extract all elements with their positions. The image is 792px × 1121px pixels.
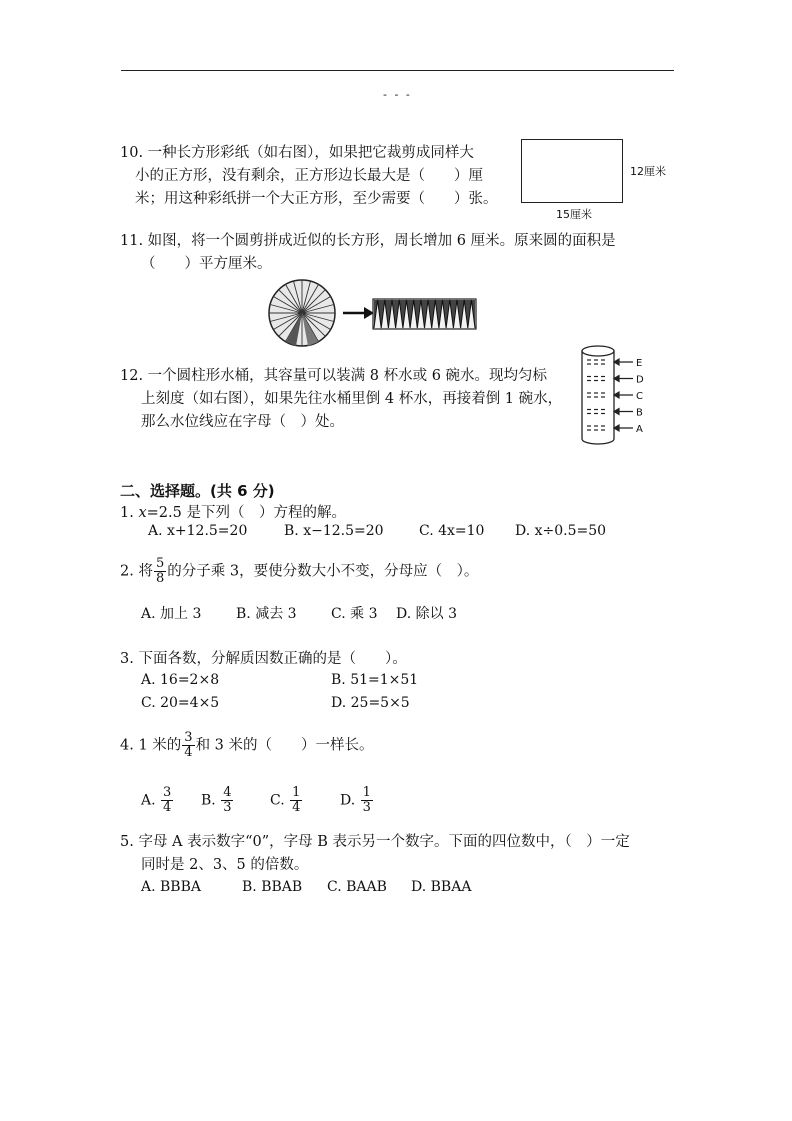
s2-q4-stem: 4. 1 米的 $\frac{3}{4}$ 和 3 米的（ ）一样长。 [120, 730, 374, 760]
s2-q2-option-b[interactable]: B. 减去 3 [236, 606, 297, 622]
s2-q1-option-b[interactable]: B. x−12.5=20 [284, 523, 384, 539]
s2-q4-option-a[interactable]: A. $\frac{3}{4}$ [141, 785, 172, 815]
s2-q4-option-b[interactable]: B. $\frac{4}{3}$ [201, 785, 232, 815]
fraction-five-eighths: $\frac{5}{8}$ [155, 556, 165, 586]
s2-q3-option-c[interactable]: C. 20=4×5 [141, 695, 220, 711]
q10-line-2: 小的正方形，没有剩余，正方形边长最大是（ ）厘 [135, 168, 483, 184]
s2-q1-stem: 1. x=2.5 是下列（ ）方程的解。 [120, 505, 346, 521]
s2-q2-option-d[interactable]: D. 除以 3 [396, 606, 457, 622]
q10-line-1: 10. 一种长方形彩纸（如右图），如果把它裁剪成同样大 [120, 145, 474, 161]
section-2-title: 二、选择题。(共 6 分) [120, 482, 275, 500]
q12-line-1: 12. 一个圆柱形水桶，其容量可以装满 8 杯水或 6 碗水。现均匀标 [120, 368, 548, 384]
bucket-mark-a: A [636, 424, 643, 435]
bucket-mark-e: E [636, 358, 643, 369]
rectangle-figure [521, 139, 623, 203]
s2-q4-option-c[interactable]: C. $\frac{1}{4}$ [270, 785, 301, 815]
bucket-mark-c: C [636, 391, 643, 402]
top-rule [121, 70, 674, 71]
s2-q2-option-c[interactable]: C. 乘 3 [331, 606, 378, 622]
s2-q3-stem: 3. 下面各数，分解质因数正确的是（ ）。 [120, 651, 407, 667]
q11-line-1: 11. 如图，将一个圆剪拼成近似的长方形，周长增加 6 厘米。原来圆的面积是 [120, 233, 616, 249]
bucket-mark-b: B [636, 407, 643, 419]
sectored-circle-icon [269, 280, 335, 346]
s2-q1-option-a[interactable]: A. x+12.5=20 [148, 523, 248, 539]
rectangle-height-label: 12厘米 [630, 165, 666, 178]
s2-q5-option-c[interactable]: C. BAAB [327, 879, 387, 895]
s2-q3-option-b[interactable]: B. 51=1×51 [331, 672, 419, 688]
circle-to-rectangle-figure [266, 279, 486, 349]
s2-q1-option-d[interactable]: D. x÷0.5=50 [515, 523, 607, 539]
rectangle-width-label: 15厘米 [556, 208, 592, 221]
q12-line-2: 上刻度（如右图），如果先往水桶里倒 4 杯水，再接着倒 1 碗水， [141, 391, 563, 407]
s2-q5-option-a[interactable]: A. BBBA [141, 879, 201, 895]
s2-q1-option-c[interactable]: C. 4x=10 [419, 523, 485, 539]
s2-q5-line-1: 5. 字母 A 表示数字“0”，字母 B 表示另一个数字。下面的四位数中，（ ）一定 [120, 834, 630, 850]
q12-line-3: 那么水位线应在字母（ ）处。 [141, 414, 344, 430]
bucket-mark-d: D [636, 374, 644, 386]
s2-q2-stem: 2. 将 $\frac{5}{8}$ 的分子乘 3，要使分数大小不变，分母应（ ）。 [120, 556, 479, 586]
s2-q5-line-2: 同时是 2、3、5 的倍数。 [141, 857, 309, 873]
s2-q2-option-a[interactable]: A. 加上 3 [141, 606, 202, 622]
zigzag-rectangle-icon [373, 299, 476, 329]
q11-line-2: （ ）平方厘米。 [141, 256, 272, 272]
cylinder-bucket-figure [578, 342, 648, 450]
s2-q4-option-d[interactable]: D. $\frac{1}{3}$ [340, 785, 371, 815]
header-dashes: - - - [383, 88, 412, 101]
fraction-three-quarters: $\frac{3}{4}$ [184, 730, 193, 760]
s2-q5-option-b[interactable]: B. BBAB [242, 879, 303, 895]
s2-q3-option-a[interactable]: A. 16=2×8 [141, 672, 220, 688]
q10-line-3: 米；用这种彩纸拼一个大正方形，至少需要（ ）张。 [135, 191, 498, 207]
s2-q3-option-d[interactable]: D. 25=5×5 [331, 695, 410, 711]
arrow-right-icon [343, 307, 374, 319]
s2-q5-option-d[interactable]: D. BBAA [411, 879, 472, 895]
